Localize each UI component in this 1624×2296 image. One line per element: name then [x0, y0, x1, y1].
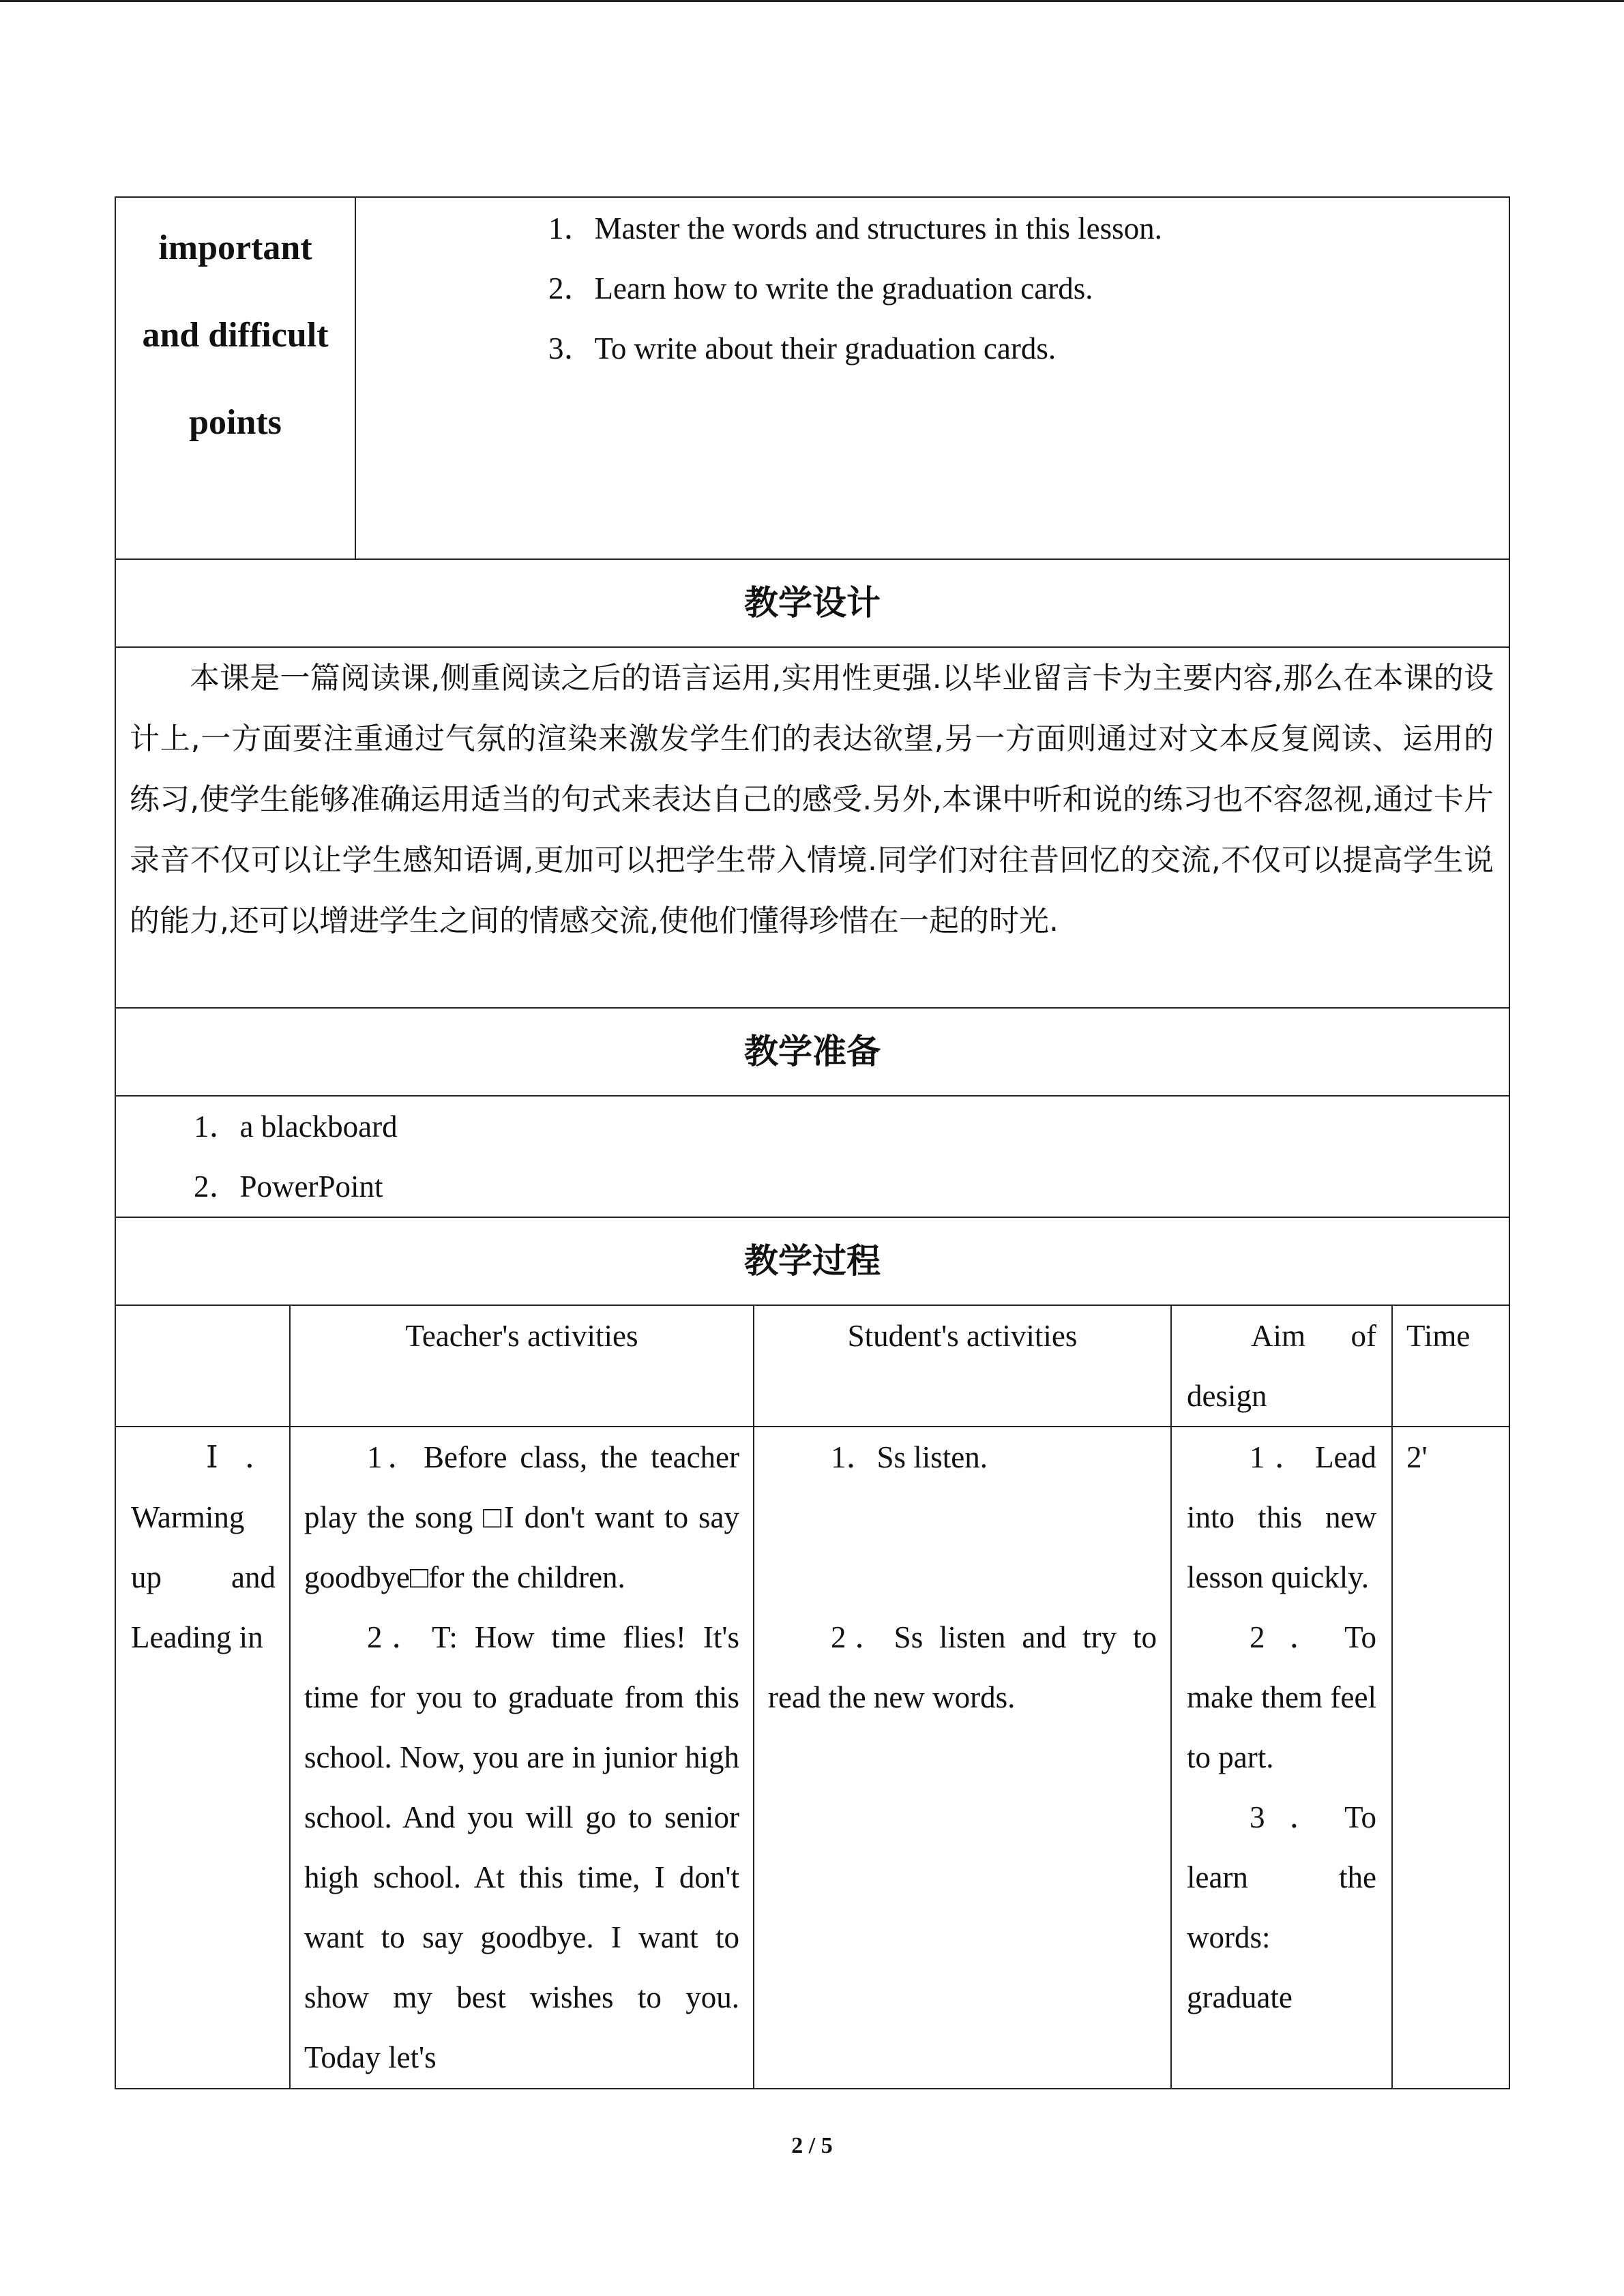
- student-activity: 1．Ss listen.: [831, 1440, 988, 1474]
- stage-cell: [116, 1427, 289, 2088]
- page-top-border: [0, 0, 1624, 2]
- objectives-row: [115, 196, 1510, 560]
- aim-item: 1．Lead into this new lesson quickly.: [1187, 1440, 1376, 1594]
- objectives-label: [116, 198, 355, 558]
- page-number: 2 / 5: [791, 2133, 833, 2158]
- process-heading: 教学过程: [744, 1241, 881, 1281]
- teacher-header-cell: [291, 1306, 753, 1426]
- aim-item: 3．To learn the words: graduate: [1187, 1800, 1376, 2014]
- objective-item: 1．Master the words and structures in this lesson.: [548, 211, 1162, 245]
- student-header-cell: [754, 1306, 1170, 1426]
- time-header: Time: [1406, 1319, 1471, 1353]
- student-activity: 2．Ss listen and try to read the new words.: [768, 1620, 1157, 1714]
- aim-header-line: Aim of: [1251, 1319, 1376, 1353]
- teacher-activity: 2．T: How time flies! It's time for you to graduate from this school. Now, you are in junior high school. And you will go to senior high school. At this time, I don't want to say goodbye. I want to show my best wishes to you. Today let's: [304, 1620, 739, 2074]
- stage-label: Ⅰ．Warming up and Leading in: [131, 1440, 276, 1654]
- preparation-heading: 教学准备: [744, 1032, 881, 1071]
- aim-header-line: design: [1187, 1379, 1267, 1413]
- aim-header-cell: [1172, 1306, 1391, 1426]
- process-row: [115, 1427, 1510, 2089]
- aim-item: 2．To make them feel to part.: [1187, 1620, 1376, 1774]
- design-paragraph-row: [115, 648, 1510, 1009]
- objective-item: 3．To write about their graduation cards.: [548, 331, 1057, 366]
- preparation-item: 1．a blackboard: [194, 1109, 398, 1144]
- teacher-cell: [291, 1427, 753, 2088]
- stage-header-cell: [116, 1306, 289, 1426]
- process-header-row: [115, 1306, 1510, 1427]
- student-cell: [754, 1427, 1170, 2088]
- design-heading: 教学设计: [744, 583, 881, 623]
- time-cell: [1393, 1427, 1509, 2088]
- teacher-activity: 1．Before class, the teacher play the song □I don't want to say goodbye□for the children.: [304, 1440, 739, 1594]
- design-heading-row: [115, 560, 1510, 648]
- time-header-cell: [1393, 1306, 1509, 1426]
- aim-cell: [1172, 1427, 1391, 2088]
- student-activities-header: Student's activities: [847, 1319, 1078, 1353]
- teacher-activities-header: Teacher's activities: [405, 1319, 638, 1353]
- time-value: 2': [1406, 1440, 1428, 1474]
- objective-item: 2．Learn how to write the graduation cards.: [548, 271, 1093, 305]
- preparation-row: [115, 1097, 1510, 1218]
- objectives-label-line: important: [158, 228, 312, 267]
- objectives-label-line: points: [189, 403, 282, 442]
- process-heading-row: [115, 1218, 1510, 1306]
- design-paragraph: 本课是一篇阅读课,侧重阅读之后的语言运用,实用性更强.以毕业留言卡为主要内容,那么在本课的设计上,一方面要注重通过气氛的渲染来激发学生们的表达欲望,另一方面则通过对文本反复阅读、运用的练习,使学生能够准确运用适当的句式来表达自己的感受.另外,本课中听和说的练习也不容忽视,通过卡片录音不仅可以让学生感知语调,更加可以把学生带入情境.同学们对往昔回忆的交流,不仅可以提高学生说的能力,还可以增进学生之间的情感交流,使他们懂得珍惜在一起的时光.: [130, 661, 1494, 938]
- preparation-item: 2．PowerPoint: [194, 1169, 383, 1204]
- objectives-list: [356, 198, 1509, 558]
- preparation-heading-row: [115, 1009, 1510, 1097]
- objectives-label-line: and difficult: [142, 316, 329, 355]
